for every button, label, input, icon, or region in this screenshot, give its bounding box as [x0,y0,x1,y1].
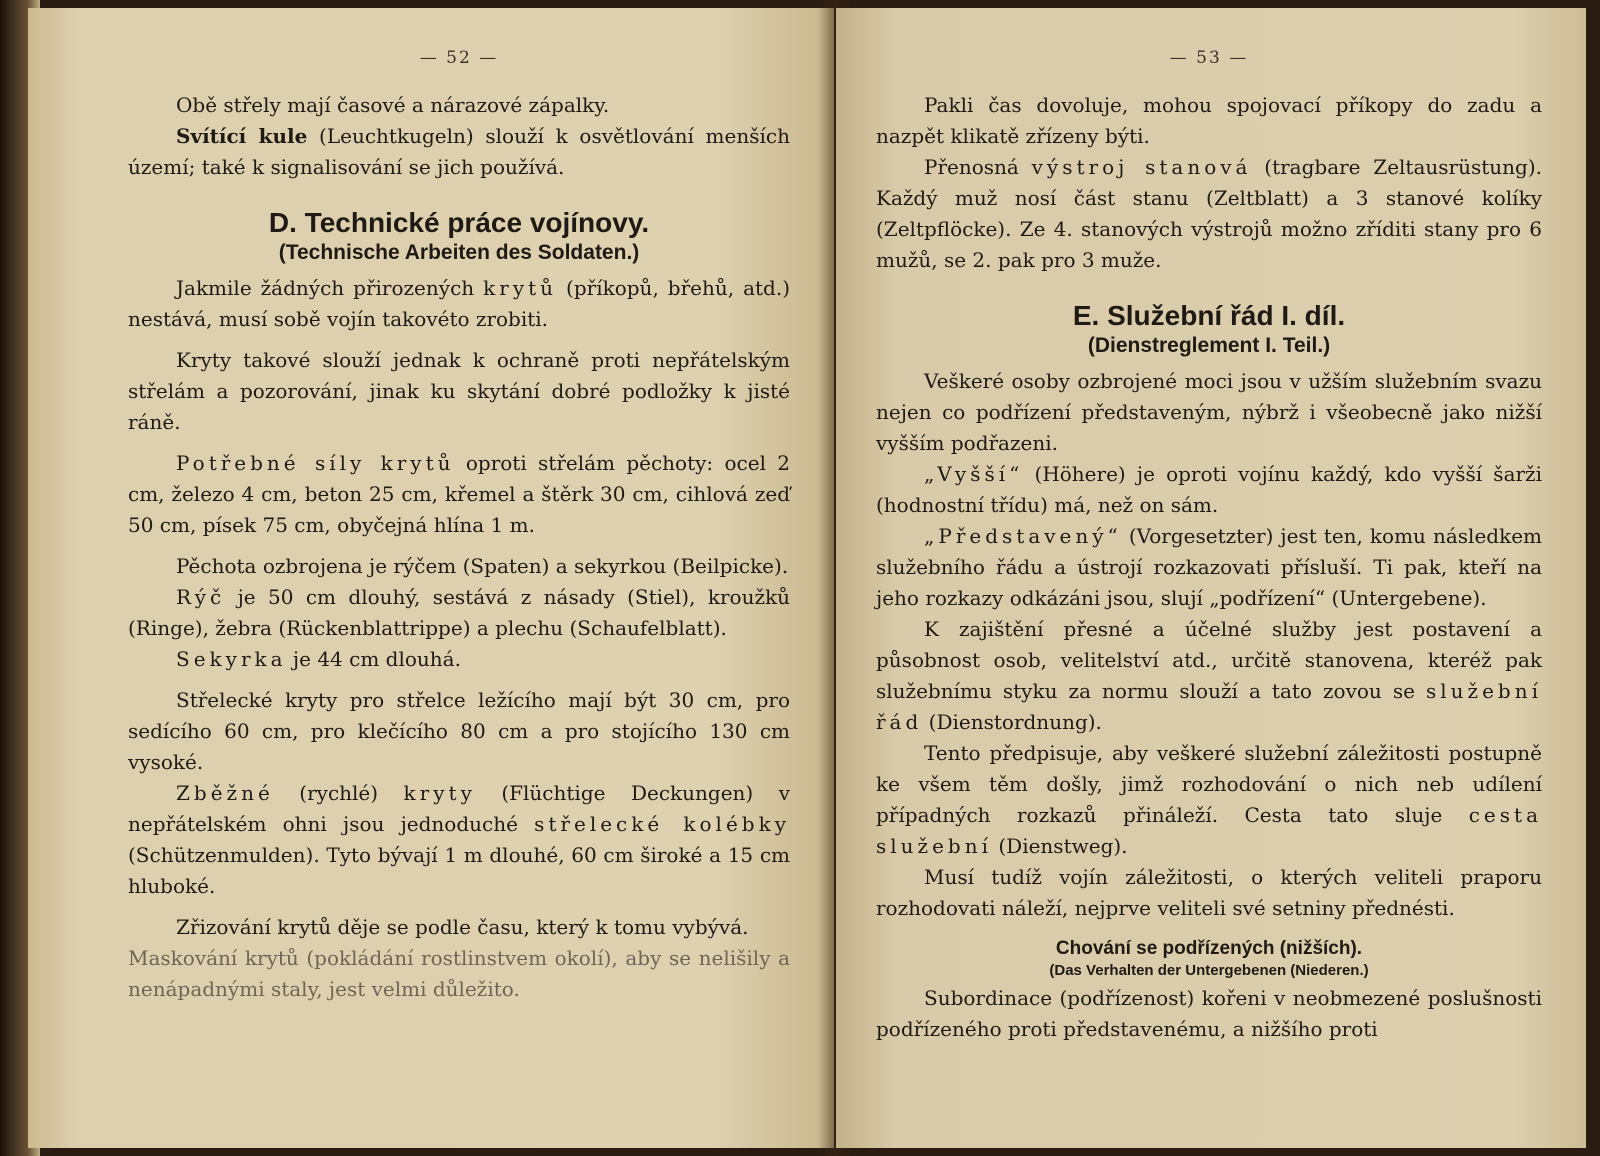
paragraph: Sekyrka je 44 cm dlouhá. [176,647,461,671]
paragraph: Rýč je 50 cm dlouhý, sestává z násady (Stiel), kroužků (Ringe), žebra (Rückenblattrippe) a plechu (Schaufelblatt). [128,585,790,640]
section-title-e: E. Služební řád I. díl. [1072,300,1346,331]
paragraph: Přenosná výstroj stanová (tragbare Zeltausrüstung). Každý muž nosí část stanu (Zeltblatt) a 3 stanové kolíky (Zeltpflöcke). Ze 4. stanových výstrojů možno zříditi stany pro 6 mužů, se 2. pak pro 3 muže. [876,155,1542,272]
paragraph: Pakli čas dovoluje, mohou spojovací příkopy do zadu a nazpět klikatě zřízeny býti. [876,93,1542,148]
page-number-right: — 53 — [1169,48,1249,68]
paragraph: K zajištění přesné a účelné služby jest postavení a působnost osob, velitelství atd., určitě stanovena, kteréž pak služebnímu styku za normu slouží a tato zovou se služební řád (Dienstordnung). [876,617,1542,734]
paragraph: Zřizování krytů děje se podle času, který k tomu vybývá. [176,915,749,939]
right-page [836,8,1586,1148]
paragraph: Tento předpisuje, aby veškeré služební záležitosti postupně ke všem těm došly, jimž rozhodování o nich neb udílení případných rozkazů přináleží. Cesta tato sluje cesta služební (Dienstweg). [876,741,1542,858]
paragraph: Střelecké kryty pro střelce ležícího mají být 30 cm, pro sedícího 60 cm, pro klečícího 80 cm a pro stojícího 130 cm vysoké. [128,688,790,774]
paragraph: Subordinace (podřízenost) kořeni v neobmezené poslušnosti podřízeného proti představenému, a nižšího proti [876,986,1542,1041]
subsection-subheading: (Das Verhalten der Untergebenen (Niederen.) [1049,962,1369,979]
paragraph: „Představený“ (Vorgesetzter) jest ten, komu následkem služebního řádu a ústrojí rozkazovati přísluší. Ti pak, kteří na jeho rozkazy odkázáni jsou, slují „podřízení“ (Untergebene). [876,524,1542,610]
paragraph: Zběžné (rychlé) kryty (Flüchtige Deckungen) v nepřátelském ohni jsou jednoduché střelecké kolébky (Schützenmulden). Tyto bývají 1 m dlouhé, 60 cm široké a 15 cm hluboké. [128,781,791,898]
section-subtitle-e: (Dienstreglement I. Teil.) [1087,334,1331,357]
paragraph: Maskování krytů (pokládání rostlinstvem okolí), aby se nelišily a nenápadnými staly, jest velmi důležito. [128,946,790,1001]
paragraph: Obě střely mají časové a nárazové zápalky. [176,93,610,117]
paragraph: Veškeré osoby ozbrojené moci jsou v užším služebním svazu nejen co podřízení představeným, nýbrž i všeobecně jako nižší vyšším podřazeni. [876,369,1542,455]
paragraph: Potřebné síly krytů oproti střelám pěchoty: ocel 2 cm, železo 4 cm, beton 25 cm, křemel a štěrk 30 cm, cihlová zeď 50 cm, písek 75 cm, obyčejná hlína 1 m. [128,451,791,537]
paragraph: Kryty takové slouží jednak k ochraně proti nepřátelským střelám a pozorování, jinak ku skytání dobré podložky k jisté ráně. [128,348,790,434]
section-subtitle-d: (Technische Arbeiten des Soldaten.) [278,241,640,264]
paragraph: Musí tudíž vojín záležitosti, o kterých veliteli praporu rozhodovati náleží, nejprve veliteli své setniny přednésti. [876,865,1542,920]
section-title-d: D. Technické práce vojínovy. [268,207,650,238]
paragraph: Svítící kule (Leuchtkugeln) slouží k osvětlování menších území; také k signalisování se jich používá. [128,124,790,179]
left-page [28,8,834,1148]
page-number-left: — 52 — [419,48,499,68]
paragraph: „Vyšší“ (Höhere) je oproti vojínu každý, kdo vyšší šarži (hodnostní třídu) má, než on sám. [876,462,1542,517]
subsection-heading: Chování se podřízených (nižších). [1055,938,1363,959]
paragraph: Jakmile žádných přirozených krytů (příkopů, břehů, atd.) nestává, musí sobě vojín takovéto zrobiti. [128,276,791,331]
paragraph: Pěchota ozbrojena je rýčem (Spaten) a sekyrkou (Beilpicke). [176,554,789,578]
